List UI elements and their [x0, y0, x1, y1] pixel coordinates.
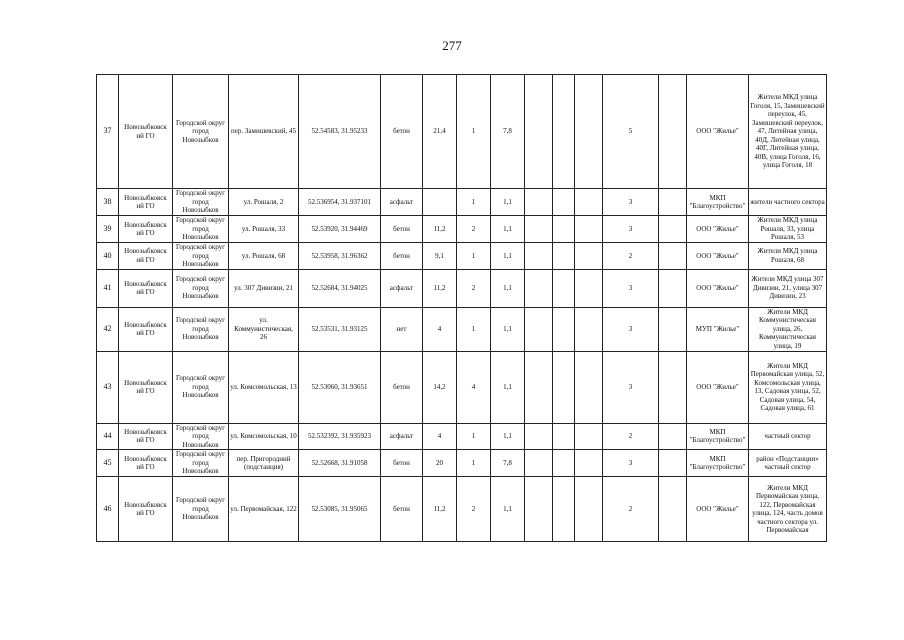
- cell-source: жители частного сектора: [749, 189, 827, 216]
- cell-municipality: Новозыбковск ий ГО: [119, 243, 173, 270]
- table-row: [97, 351, 827, 423]
- cell-volume: 1,1: [491, 423, 525, 450]
- cell-containers: 1: [457, 423, 491, 450]
- cell-area: 4: [423, 423, 457, 450]
- cell-count: 2: [603, 423, 659, 450]
- cell-owner: ООО "Жилье": [687, 269, 749, 307]
- cell-volume: 7,8: [491, 450, 525, 477]
- cell-owner: ООО "Жилье": [687, 351, 749, 423]
- cell-owner: ООО "Жилье": [687, 75, 749, 189]
- cell-address: ул. Первомайская, 122: [229, 477, 299, 542]
- cell-area: 11,2: [423, 269, 457, 307]
- cell-address: ул. Комсомольская, 10: [229, 423, 299, 450]
- cell-empty: [525, 477, 553, 542]
- cell-volume: 1,1: [491, 307, 525, 351]
- cell-area: 4: [423, 307, 457, 351]
- cell-district: Городской округ город Новозыбков: [173, 269, 229, 307]
- cell-containers: 1: [457, 307, 491, 351]
- cell-source: Жители МКД Первомайская улица, 122, Первомайская улица, 124, часть домов частного сектора ул. Первомайская: [749, 477, 827, 542]
- cell-coordinates: 52.54583, 31.95233: [299, 75, 381, 189]
- cell-district: Городской округ город Новозыбков: [173, 351, 229, 423]
- cell-address: пер. Пригородний (подстанция): [229, 450, 299, 477]
- cell-address: ул. Рошаля, 2: [229, 189, 299, 216]
- cell-count: 5: [603, 75, 659, 189]
- cell-surface: бетон: [381, 216, 423, 243]
- table-row: [97, 216, 827, 243]
- cell-containers: 2: [457, 477, 491, 542]
- cell-source: Жители МКД улица Рошаля, 33, улица Рошаля, 53: [749, 216, 827, 243]
- cell-empty: [525, 351, 553, 423]
- cell-containers: 1: [457, 243, 491, 270]
- cell-count: 3: [603, 450, 659, 477]
- cell-municipality: Новозыбковск ий ГО: [119, 450, 173, 477]
- cell-surface: бетон: [381, 477, 423, 542]
- cell-coordinates: 52.52668, 31.91058: [299, 450, 381, 477]
- cell-municipality: Новозыбковск ий ГО: [119, 423, 173, 450]
- cell-empty: [575, 423, 603, 450]
- cell-volume: 1,1: [491, 269, 525, 307]
- cell-volume: 1,1: [491, 216, 525, 243]
- cell-municipality: Новозыбковск ий ГО: [119, 75, 173, 189]
- cell-empty: [525, 307, 553, 351]
- cell-containers: 1: [457, 75, 491, 189]
- table-row: [97, 450, 827, 477]
- cell-area: [423, 189, 457, 216]
- cell-empty: [553, 216, 575, 243]
- cell-municipality: Новозыбковск ий ГО: [119, 216, 173, 243]
- cell-empty: [553, 269, 575, 307]
- cell-address: пер. Замишевский, 45: [229, 75, 299, 189]
- table-row: [97, 75, 827, 189]
- cell-coordinates: 52.536954, 31.937101: [299, 189, 381, 216]
- cell-owner: ООО "Жилье": [687, 243, 749, 270]
- cell-area: 14,2: [423, 351, 457, 423]
- cell-address: ул. Коммунистическая, 26: [229, 307, 299, 351]
- cell-empty: [525, 243, 553, 270]
- cell-owner: МКП "Благоустройство": [687, 423, 749, 450]
- cell-owner: ООО "Жилье": [687, 477, 749, 542]
- cell-empty: [659, 75, 687, 189]
- cell-district: Городской округ город Новозыбков: [173, 477, 229, 542]
- cell-empty: [575, 269, 603, 307]
- table-row: [97, 269, 827, 307]
- cell-empty: [659, 307, 687, 351]
- cell-empty: [575, 450, 603, 477]
- cell-volume: 1,1: [491, 243, 525, 270]
- cell-empty: [575, 216, 603, 243]
- cell-district: Городской округ город Новозыбков: [173, 216, 229, 243]
- cell-empty: [525, 269, 553, 307]
- cell-empty: [525, 450, 553, 477]
- cell-number: 43: [97, 351, 119, 423]
- cell-count: 2: [603, 477, 659, 542]
- cell-number: 44: [97, 423, 119, 450]
- cell-municipality: Новозыбковск ий ГО: [119, 307, 173, 351]
- cell-source: частный сектор: [749, 423, 827, 450]
- cell-number: 38: [97, 189, 119, 216]
- cell-district: Городской округ город Новозыбков: [173, 189, 229, 216]
- cell-municipality: Новозыбковск ий ГО: [119, 189, 173, 216]
- table-row: [97, 189, 827, 216]
- cell-count: 3: [603, 189, 659, 216]
- cell-surface: бетон: [381, 351, 423, 423]
- cell-area: 9,1: [423, 243, 457, 270]
- cell-volume: 1,1: [491, 477, 525, 542]
- cell-containers: 1: [457, 189, 491, 216]
- cell-surface: бетон: [381, 243, 423, 270]
- cell-coordinates: 52.53085, 31.95065: [299, 477, 381, 542]
- cell-containers: 1: [457, 450, 491, 477]
- cell-empty: [575, 477, 603, 542]
- cell-district: Городской округ город Новозыбков: [173, 423, 229, 450]
- cell-municipality: Новозыбковск ий ГО: [119, 351, 173, 423]
- cell-coordinates: 52.53531, 31.93125: [299, 307, 381, 351]
- cell-coordinates: 52.53920, 31.94469: [299, 216, 381, 243]
- cell-surface: асфальт: [381, 269, 423, 307]
- cell-address: ул. 307 Дивизии, 21: [229, 269, 299, 307]
- cell-area: 21,4: [423, 75, 457, 189]
- cell-number: 40: [97, 243, 119, 270]
- cell-count: 3: [603, 216, 659, 243]
- cell-source: Жители МКД Первомайская улица, 52, Комсомольская улица, 13, Садовая улица, 52, Садовая улица, 54, Садовая улица, 61: [749, 351, 827, 423]
- cell-number: 45: [97, 450, 119, 477]
- cell-empty: [575, 75, 603, 189]
- cell-coordinates: 52.53958, 31.96362: [299, 243, 381, 270]
- cell-surface: бетон: [381, 75, 423, 189]
- cell-empty: [659, 269, 687, 307]
- cell-source: Жители МКД улица Рошаля, 68: [749, 243, 827, 270]
- cell-municipality: Новозыбковск ий ГО: [119, 269, 173, 307]
- cell-address: ул. Рошаля, 33: [229, 216, 299, 243]
- cell-district: Городской округ город Новозыбков: [173, 75, 229, 189]
- cell-empty: [659, 450, 687, 477]
- cell-empty: [553, 477, 575, 542]
- cell-number: 39: [97, 216, 119, 243]
- cell-containers: 4: [457, 351, 491, 423]
- cell-empty: [575, 189, 603, 216]
- table-row: [97, 243, 827, 270]
- cell-empty: [659, 243, 687, 270]
- registry-table: [96, 74, 827, 542]
- cell-district: Городской округ город Новозыбков: [173, 450, 229, 477]
- cell-owner: ООО "Жилье": [687, 216, 749, 243]
- cell-surface: асфальт: [381, 423, 423, 450]
- cell-surface: нет: [381, 307, 423, 351]
- cell-empty: [575, 243, 603, 270]
- cell-count: 2: [603, 243, 659, 270]
- cell-number: 46: [97, 477, 119, 542]
- cell-district: Городской округ город Новозыбков: [173, 307, 229, 351]
- cell-source: Жители МКД Коммунистическая улица, 26, Коммунистическая улица, 19: [749, 307, 827, 351]
- cell-volume: 1,1: [491, 189, 525, 216]
- cell-empty: [525, 423, 553, 450]
- table-row: [97, 307, 827, 351]
- cell-empty: [553, 75, 575, 189]
- cell-containers: 2: [457, 216, 491, 243]
- cell-volume: 7,8: [491, 75, 525, 189]
- cell-count: 3: [603, 351, 659, 423]
- cell-empty: [553, 423, 575, 450]
- cell-empty: [525, 75, 553, 189]
- cell-area: 11,2: [423, 477, 457, 542]
- cell-empty: [659, 477, 687, 542]
- cell-number: 37: [97, 75, 119, 189]
- cell-empty: [553, 351, 575, 423]
- table-row: [97, 423, 827, 450]
- cell-source: район «Подстанции» частный сектор: [749, 450, 827, 477]
- cell-count: 3: [603, 269, 659, 307]
- cell-owner: МУП "Жилье": [687, 307, 749, 351]
- cell-number: 41: [97, 269, 119, 307]
- cell-empty: [525, 216, 553, 243]
- cell-coordinates: 52.532392, 31.935923: [299, 423, 381, 450]
- table-body: [97, 75, 827, 542]
- cell-source: Жители МКД улица 307 Дивизии, 21, улица 307 Дивизии, 23: [749, 269, 827, 307]
- cell-empty: [659, 216, 687, 243]
- cell-surface: асфальт: [381, 189, 423, 216]
- page-number: 277: [442, 38, 462, 53]
- cell-address: ул. Комсомольская, 13: [229, 351, 299, 423]
- cell-number: 42: [97, 307, 119, 351]
- cell-empty: [575, 351, 603, 423]
- cell-coordinates: 52.53060, 31.93651: [299, 351, 381, 423]
- cell-area: 11,2: [423, 216, 457, 243]
- cell-empty: [525, 189, 553, 216]
- cell-empty: [553, 189, 575, 216]
- cell-empty: [659, 423, 687, 450]
- cell-municipality: Новозыбковск ий ГО: [119, 477, 173, 542]
- cell-area: 20: [423, 450, 457, 477]
- cell-empty: [659, 351, 687, 423]
- table-row: [97, 477, 827, 542]
- cell-empty: [575, 307, 603, 351]
- cell-district: Городской округ город Новозыбков: [173, 243, 229, 270]
- cell-source: Жители МКД улица Гоголя, 15, Замишевский переулок, 45, Замишевский переулок, 47, Литейная улица, 40Д, Литейная улица, 40Г, Литейная улица, 40В, улица Гоголя, 16, улица Гоголя, 18: [749, 75, 827, 189]
- cell-empty: [553, 243, 575, 270]
- cell-count: 3: [603, 307, 659, 351]
- cell-coordinates: 52.52684, 31.94025: [299, 269, 381, 307]
- cell-empty: [553, 450, 575, 477]
- cell-empty: [553, 307, 575, 351]
- cell-containers: 2: [457, 269, 491, 307]
- cell-volume: 1,1: [491, 351, 525, 423]
- cell-empty: [659, 189, 687, 216]
- cell-surface: бетон: [381, 450, 423, 477]
- cell-owner: МКП "Благоустройство": [687, 189, 749, 216]
- cell-address: ул. Рошаля, 68: [229, 243, 299, 270]
- cell-owner: МКП "Благоустройство": [687, 450, 749, 477]
